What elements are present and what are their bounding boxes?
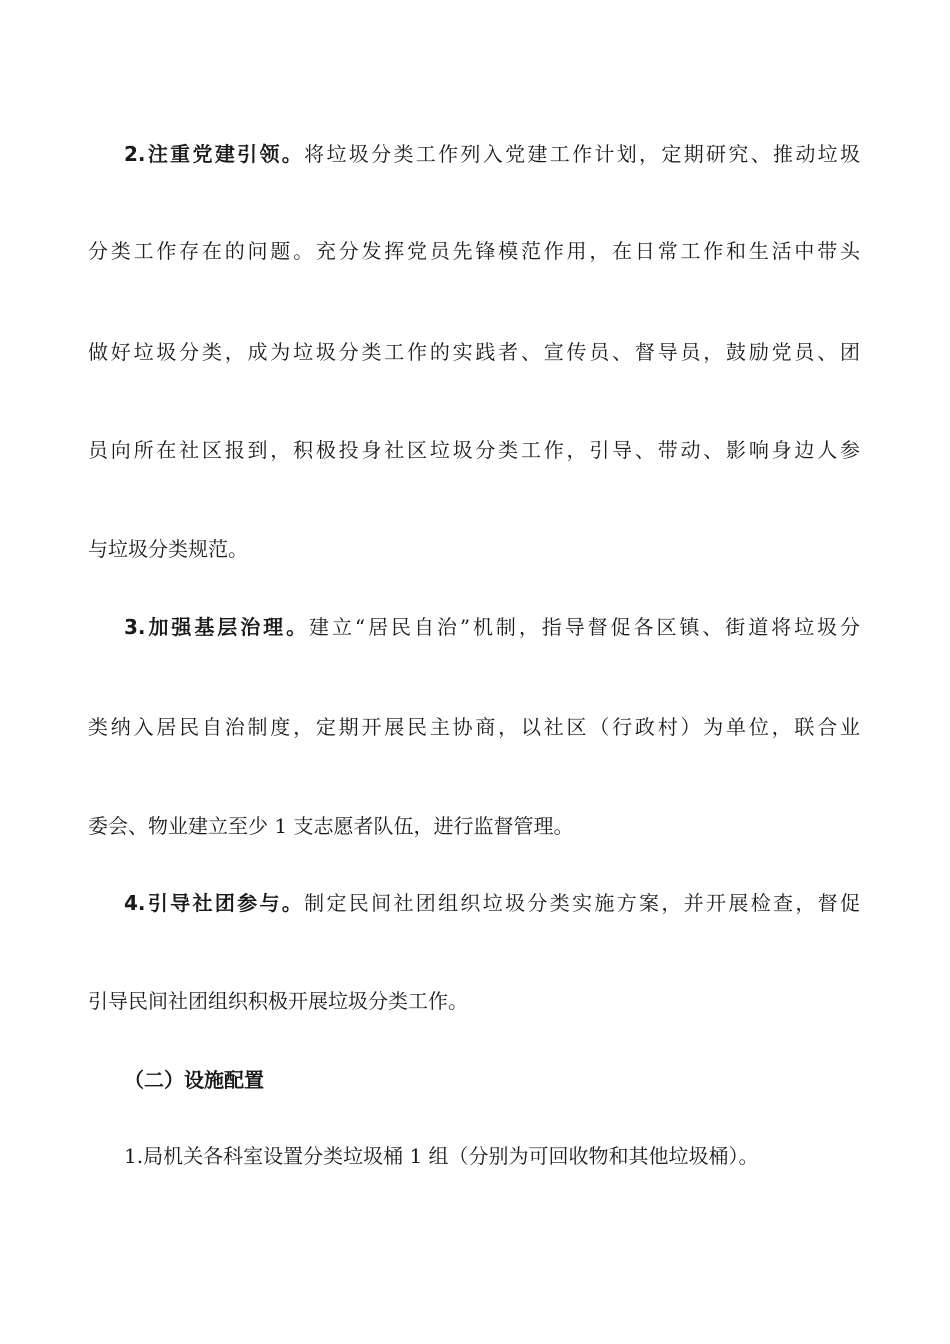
paragraph-4-lead: 4.引导社团参与。 xyxy=(124,891,305,915)
paragraph-3-line-3: 委会、物业建立至少 1 支志愿者队伍，进行监督管理。 xyxy=(88,814,574,838)
paragraph-4-line-2: 引导民间社团组织积极开展垃圾分类工作。 xyxy=(88,989,468,1013)
paragraph-3-line-1 xyxy=(124,613,860,641)
paragraph-3-line-1-text: 建立“居民自治”机制，指导督促各区镇、街道将垃圾分 xyxy=(309,615,861,639)
paragraph-2-line-3: 做好垃圾分类，成为垃圾分类工作的实践者、宣传员、督导员，鼓励党员、团 xyxy=(88,340,860,364)
list-item-1: 1.局机关各科室设置分类垃圾桶 1 组（分别为可回收物和其他垃圾桶）。 xyxy=(124,1144,759,1168)
paragraph-3-line-2: 类纳入居民自治制度，定期开展民主协商，以社区（行政村）为单位，联合业 xyxy=(88,715,860,739)
section-heading: （二）设施配置 xyxy=(124,1068,264,1092)
paragraph-3-lead: 3.加强基层治理。 xyxy=(124,615,310,639)
paragraph-2-line-4: 员向所在社区报到，积极投身社区垃圾分类工作，引导、带动、影响身边人参 xyxy=(88,438,860,462)
paragraph-2-line-1 xyxy=(124,140,860,168)
paragraph-2-lead: 2.注重党建引领。 xyxy=(124,142,305,166)
paragraph-4-line-1 xyxy=(124,889,860,917)
paragraph-4-line-1-text: 制定民间社团组织垃圾分类实施方案，并开展检查，督促 xyxy=(304,891,861,915)
paragraph-2-line-5: 与垃圾分类规范。 xyxy=(88,537,248,561)
paragraph-2-line-2: 分类工作存在的问题。充分发挥党员先锋模范作用，在日常工作和生活中带头 xyxy=(88,239,860,263)
paragraph-2-line-1-text: 将垃圾分类工作列入党建工作计划，定期研究、推动垃圾 xyxy=(304,142,861,166)
